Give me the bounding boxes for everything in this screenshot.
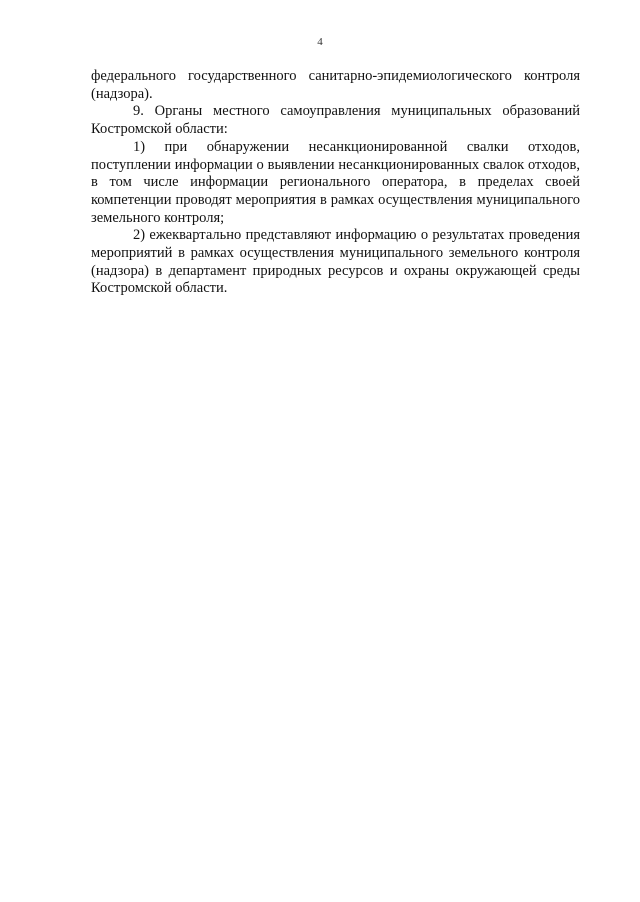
document-body <box>91 68 580 298</box>
paragraph-subitem-2: 2) ежеквартально представляют информацию о результатах проведения мероприятий в рамках осуществления муниципального земельного контроля (надзора) в департамент природных ресурсов и охраны окружающей среды Костромской области. <box>91 227 580 297</box>
page-number: 4 <box>317 36 323 48</box>
paragraph-item-9: 9. Органы местного самоуправления муниципальных образований Костромской области: <box>91 103 580 138</box>
paragraph-continuation: федерального государственного санитарно-эпидемиологического контроля (надзора). <box>91 68 580 102</box>
paragraph-subitem-1: 1) при обнаружении несанкционированной свалки отходов, поступлении информации о выявлении несанкционированных свалок отходов, в том числе информации регионального оператора, в пределах своей компетенции проводят мероприятия в рамках осуществления муниципального земельного контроля; <box>91 138 580 226</box>
